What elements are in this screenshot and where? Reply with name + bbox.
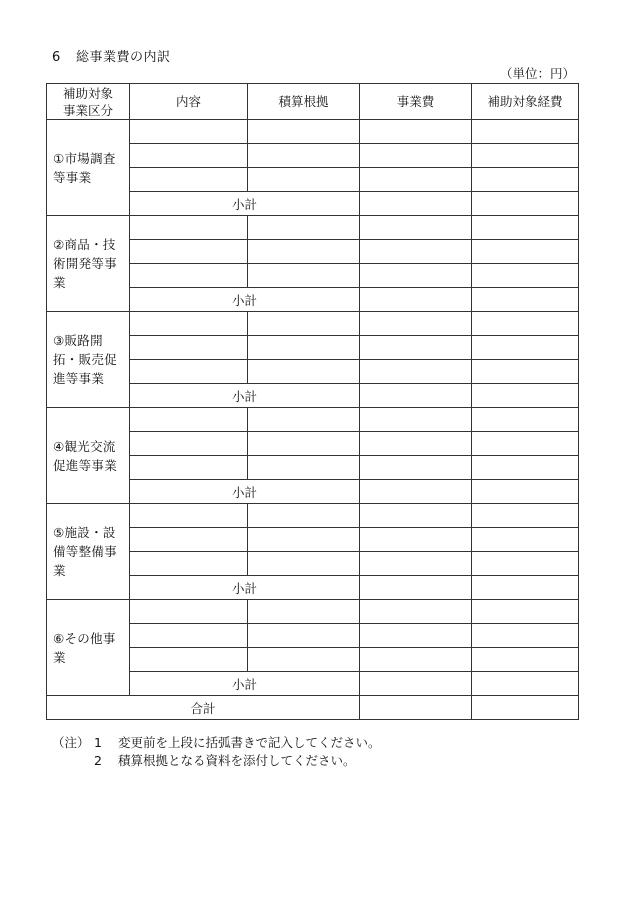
section-title <box>52 46 171 65</box>
category-cell: ⑥その他事業 <box>47 600 130 696</box>
entry-cell[interactable] <box>248 504 360 528</box>
entry-cell[interactable] <box>472 312 579 336</box>
entry-cell[interactable] <box>360 120 472 144</box>
entry-cell[interactable] <box>360 144 472 168</box>
notes <box>52 734 381 770</box>
entry-cell[interactable] <box>130 144 248 168</box>
entry-cell[interactable] <box>360 384 472 408</box>
entry-cell[interactable] <box>472 360 579 384</box>
entry-cell[interactable] <box>248 552 360 576</box>
entry-cell[interactable] <box>248 168 360 192</box>
header-project-cost: 事業費 <box>360 84 472 120</box>
entry-cell[interactable] <box>472 624 579 648</box>
entry-cell[interactable] <box>472 168 579 192</box>
entry-cell[interactable] <box>472 336 579 360</box>
header-basis: 積算根拠 <box>248 84 360 120</box>
entry-cell[interactable] <box>472 408 579 432</box>
entry-cell[interactable] <box>130 336 248 360</box>
entry-cell[interactable] <box>472 384 579 408</box>
entry-cell[interactable] <box>130 600 248 624</box>
entry-cell[interactable] <box>248 624 360 648</box>
entry-cell[interactable] <box>130 408 248 432</box>
entry-cell[interactable] <box>472 552 579 576</box>
entry-cell[interactable] <box>130 216 248 240</box>
entry-cell[interactable] <box>248 264 360 288</box>
entry-cell[interactable] <box>360 360 472 384</box>
table-row <box>47 600 579 624</box>
entry-cell[interactable] <box>360 648 472 672</box>
header-eligible-cost: 補助対象経費 <box>472 84 579 120</box>
entry-cell[interactable] <box>472 432 579 456</box>
category-cell: ③販路開拓・販売促進等事業 <box>47 312 130 408</box>
total-row <box>47 696 579 720</box>
entry-cell[interactable] <box>248 120 360 144</box>
entry-cell[interactable] <box>360 696 472 720</box>
budget-breakdown-table <box>46 83 579 720</box>
entry-cell[interactable] <box>360 216 472 240</box>
entry-cell[interactable] <box>472 648 579 672</box>
entry-cell[interactable] <box>248 648 360 672</box>
entry-cell[interactable] <box>248 216 360 240</box>
entry-cell[interactable] <box>248 432 360 456</box>
category-cell: ①市場調査等事業 <box>47 120 130 216</box>
entry-cell[interactable] <box>472 216 579 240</box>
header-content: 内容 <box>130 84 248 120</box>
entry-cell[interactable] <box>360 432 472 456</box>
entry-cell[interactable] <box>248 240 360 264</box>
table-header-row <box>47 84 579 120</box>
entry-cell[interactable] <box>248 528 360 552</box>
entry-cell[interactable] <box>360 264 472 288</box>
entry-cell[interactable] <box>360 288 472 312</box>
entry-cell[interactable] <box>248 408 360 432</box>
entry-cell[interactable] <box>360 240 472 264</box>
table-row <box>47 216 579 240</box>
total-label: 合計 <box>47 696 360 720</box>
category-cell: ④観光交流促進等事業 <box>47 408 130 504</box>
entry-cell[interactable] <box>472 144 579 168</box>
entry-cell[interactable] <box>130 456 248 480</box>
entry-cell[interactable] <box>130 528 248 552</box>
entry-cell[interactable] <box>130 360 248 384</box>
entry-cell[interactable] <box>360 600 472 624</box>
table-row <box>47 504 579 528</box>
entry-cell[interactable] <box>130 120 248 144</box>
entry-cell[interactable] <box>472 480 579 504</box>
subtotal-label: 小計 <box>130 192 360 216</box>
entry-cell[interactable] <box>360 528 472 552</box>
entry-cell[interactable] <box>130 552 248 576</box>
table-row <box>47 408 579 432</box>
entry-cell[interactable] <box>472 600 579 624</box>
entry-cell[interactable] <box>130 264 248 288</box>
entry-cell[interactable] <box>130 648 248 672</box>
entry-cell[interactable] <box>130 312 248 336</box>
category-cell: ②商品・技術開発等事業 <box>47 216 130 312</box>
note-text: 変更前を上段に括弧書きで記入してください。 <box>118 735 381 750</box>
entry-cell[interactable] <box>130 168 248 192</box>
entry-cell[interactable] <box>472 192 579 216</box>
subtotal-label: 小計 <box>130 288 360 312</box>
entry-cell[interactable] <box>360 312 472 336</box>
table-row <box>47 120 579 144</box>
subtotal-label: 小計 <box>130 576 360 600</box>
entry-cell[interactable] <box>472 504 579 528</box>
note-number: 1 <box>94 735 102 750</box>
entry-cell[interactable] <box>130 432 248 456</box>
entry-cell[interactable] <box>360 552 472 576</box>
header-category: 補助対象 事業区分 <box>47 84 130 120</box>
entry-cell[interactable] <box>360 192 472 216</box>
entry-cell[interactable] <box>360 576 472 600</box>
entry-cell[interactable] <box>472 456 579 480</box>
entry-cell[interactable] <box>360 336 472 360</box>
entry-cell[interactable] <box>248 144 360 168</box>
subtotal-label: 小計 <box>130 672 360 696</box>
entry-cell[interactable] <box>248 312 360 336</box>
section-number: 6 <box>52 50 61 65</box>
subtotal-label: 小計 <box>130 480 360 504</box>
entry-cell[interactable] <box>360 408 472 432</box>
entry-cell[interactable] <box>472 240 579 264</box>
entry-cell[interactable] <box>472 696 579 720</box>
entry-cell[interactable] <box>248 456 360 480</box>
entry-cell[interactable] <box>130 504 248 528</box>
entry-cell[interactable] <box>248 336 360 360</box>
category-cell: ⑤施設・設備等整備事業 <box>47 504 130 600</box>
entry-cell[interactable] <box>472 264 579 288</box>
note-item <box>52 752 381 770</box>
subtotal-label: 小計 <box>130 384 360 408</box>
note-text: 積算根拠となる資料を添付してください。 <box>118 753 356 768</box>
entry-cell[interactable] <box>472 288 579 312</box>
entry-cell[interactable] <box>360 168 472 192</box>
entry-cell[interactable] <box>360 672 472 696</box>
table-row <box>47 312 579 336</box>
entry-cell[interactable] <box>472 120 579 144</box>
entry-cell[interactable] <box>472 672 579 696</box>
entry-cell[interactable] <box>360 456 472 480</box>
entry-cell[interactable] <box>360 624 472 648</box>
entry-cell[interactable] <box>248 360 360 384</box>
entry-cell[interactable] <box>248 600 360 624</box>
entry-cell[interactable] <box>472 576 579 600</box>
section-heading-text: 総事業費の内訳 <box>76 50 171 65</box>
unit-label: （単位：円） <box>499 66 575 81</box>
entry-cell[interactable] <box>130 624 248 648</box>
entry-cell[interactable] <box>472 528 579 552</box>
note-prefix: （注） <box>52 735 90 750</box>
note-item <box>52 734 381 752</box>
note-number: 2 <box>94 753 102 768</box>
entry-cell[interactable] <box>360 480 472 504</box>
entry-cell[interactable] <box>360 504 472 528</box>
entry-cell[interactable] <box>130 240 248 264</box>
